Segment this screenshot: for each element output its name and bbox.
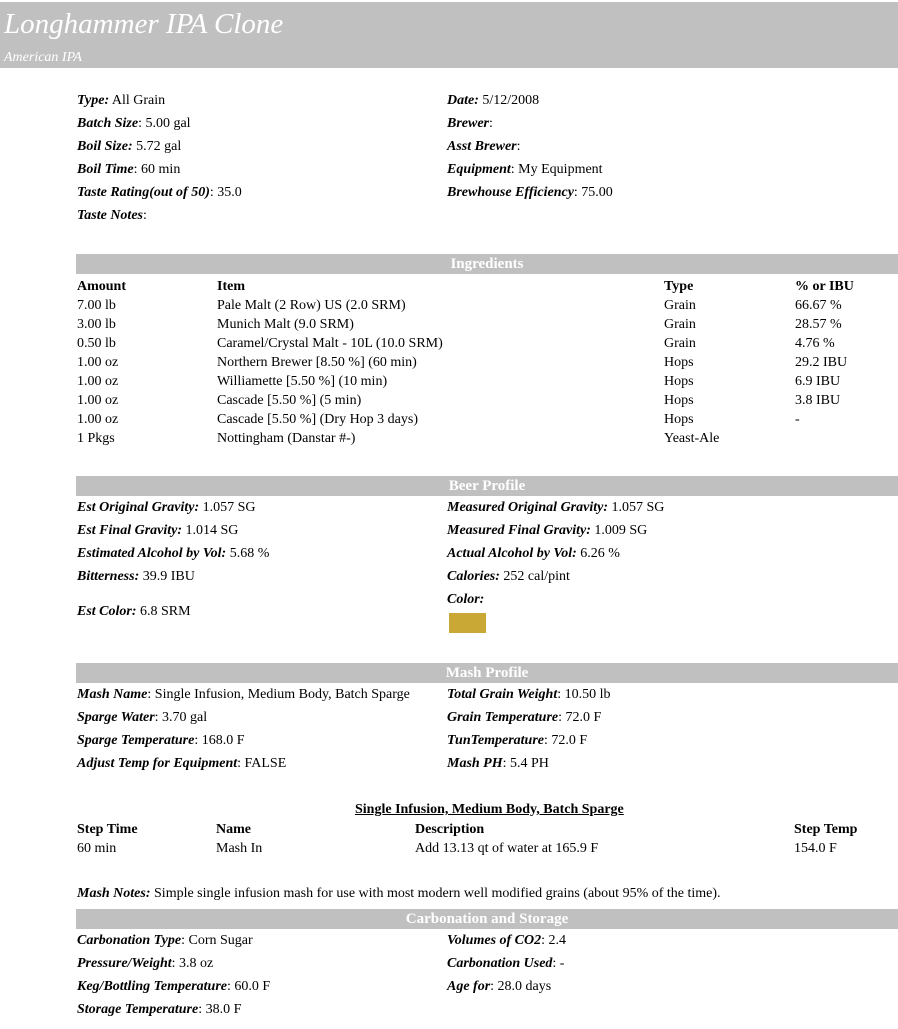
field-est-color: Est Color: 6.8 SRM	[77, 604, 191, 619]
column-header-step-temp: Step Temp	[794, 822, 858, 837]
field-carbonation-type: Carbonation Type: Corn Sugar	[77, 933, 253, 948]
field-est-fg: Est Final Gravity: 1.014 SG	[77, 523, 239, 538]
mash-profile-header: Mash Profile	[76, 663, 898, 683]
field-sparge-water: Sparge Water: 3.70 gal	[77, 710, 208, 725]
cell-step-name: Mash In	[216, 841, 263, 856]
recipe-style: American IPA	[4, 50, 82, 65]
field-tun-temperature: TunTemperature: 72.0 F	[447, 733, 588, 748]
field-est-og: Est Original Gravity: 1.057 SG	[77, 500, 256, 515]
field-taste-notes: Taste Notes:	[77, 208, 147, 223]
field-calories: Calories: 252 cal/pint	[447, 569, 570, 584]
cell-item: Cascade [5.50 %] (5 min)	[217, 393, 362, 408]
field-keg-bottling-temperature: Keg/Bottling Temperature: 60.0 F	[77, 979, 271, 994]
column-header-step-time: Step Time	[77, 822, 138, 837]
cell-type: Hops	[664, 355, 694, 370]
beer-profile-header: Beer Profile	[76, 476, 898, 496]
field-bitterness: Bitterness: 39.9 IBU	[77, 569, 195, 584]
field-mash-name: Mash Name: Single Infusion, Medium Body, Batch Sparge	[77, 687, 410, 702]
cell-amount: 1 Pkgs	[77, 431, 115, 446]
cell-amount: 1.00 oz	[77, 374, 119, 389]
cell-step-description: Add 13.13 qt of water at 165.9 F	[415, 841, 599, 856]
column-header-percent-ibu: % or IBU	[795, 279, 854, 294]
field-date: Date: 5/12/2008	[447, 93, 540, 108]
cell-type: Hops	[664, 393, 694, 408]
field-carbonation-used: Carbonation Used: -	[447, 956, 565, 971]
cell-type: Grain	[664, 336, 696, 351]
cell-item: Nottingham (Danstar #-)	[217, 431, 356, 446]
recipe-banner	[0, 2, 898, 68]
field-measured-fg: Measured Final Gravity: 1.009 SG	[447, 523, 648, 538]
field-boil-size: Boil Size: 5.72 gal	[77, 139, 182, 154]
cell-item: Northern Brewer [8.50 %] (60 min)	[217, 355, 417, 370]
cell-type: Grain	[664, 317, 696, 332]
cell-type: Hops	[664, 412, 694, 427]
cell-amount: 7.00 lb	[77, 298, 116, 313]
cell-amount: 1.00 oz	[77, 393, 119, 408]
column-header-description: Description	[415, 822, 485, 837]
column-header-item: Item	[217, 279, 245, 294]
field-mash-ph: Mash PH: 5.4 PH	[447, 756, 549, 771]
cell-percent-ibu: 6.9 IBU	[795, 374, 841, 389]
field-volumes-co2: Volumes of CO2: 2.4	[447, 933, 567, 948]
field-taste-rating: Taste Rating(out of 50): 35.0	[77, 185, 242, 200]
cell-percent-ibu: 3.8 IBU	[795, 393, 841, 408]
cell-item: Cascade [5.50 %] (Dry Hop 3 days)	[217, 412, 418, 427]
field-actual-abv: Actual Alcohol by Vol: 6.26 %	[447, 546, 620, 561]
cell-percent-ibu: 29.2 IBU	[795, 355, 848, 370]
cell-percent-ibu: -	[795, 412, 800, 427]
field-pressure-weight: Pressure/Weight: 3.8 oz	[77, 956, 214, 971]
field-color: Color:	[447, 592, 485, 607]
cell-item: Pale Malt (2 Row) US (2.0 SRM)	[217, 298, 406, 313]
cell-amount: 1.00 oz	[77, 355, 119, 370]
cell-type: Yeast-Ale	[664, 431, 720, 446]
cell-amount: 0.50 lb	[77, 336, 116, 351]
field-brewer: Brewer:	[447, 116, 493, 131]
field-storage-temperature: Storage Temperature: 38.0 F	[77, 1002, 242, 1017]
field-boil-time: Boil Time: 60 min	[77, 162, 181, 177]
column-header-type: Type	[664, 279, 694, 294]
field-brewhouse-efficiency: Brewhouse Efficiency: 75.00	[447, 185, 613, 200]
field-grain-temperature: Grain Temperature: 72.0 F	[447, 710, 602, 725]
cell-type: Grain	[664, 298, 696, 313]
ingredients-header: Ingredients	[76, 254, 898, 274]
cell-item: Munich Malt (9.0 SRM)	[217, 317, 354, 332]
cell-item: Caramel/Crystal Malt - 10L (10.0 SRM)	[217, 336, 443, 351]
field-equipment: Equipment: My Equipment	[447, 162, 603, 177]
field-measured-og: Measured Original Gravity: 1.057 SG	[447, 500, 665, 515]
cell-step-time: 60 min	[77, 841, 117, 856]
carbonation-header: Carbonation and Storage	[76, 909, 898, 929]
cell-step-temp: 154.0 F	[794, 841, 837, 856]
field-batch-size: Batch Size: 5.00 gal	[77, 116, 191, 131]
field-asst-brewer: Asst Brewer:	[447, 139, 521, 154]
field-type: Type: All Grain	[77, 93, 166, 108]
recipe-title: Longhammer IPA Clone	[4, 8, 284, 40]
cell-item: Williamette [5.50 %] (10 min)	[217, 374, 388, 389]
cell-percent-ibu: 28.57 %	[795, 317, 842, 332]
cell-amount: 3.00 lb	[77, 317, 116, 332]
column-header-amount: Amount	[77, 279, 127, 294]
color-swatch	[449, 613, 486, 633]
column-header-name: Name	[216, 822, 251, 837]
field-est-abv: Estimated Alcohol by Vol: 5.68 %	[77, 546, 270, 561]
field-age-for: Age for: 28.0 days	[447, 979, 552, 994]
field-total-grain-weight: Total Grain Weight: 10.50 lb	[447, 687, 611, 702]
mash-steps-title: Single Infusion, Medium Body, Batch Sparge	[355, 802, 624, 817]
cell-percent-ibu: 66.67 %	[795, 298, 842, 313]
field-sparge-temperature: Sparge Temperature: 168.0 F	[77, 733, 245, 748]
mash-notes: Mash Notes: Simple single infusion mash for use with most modern well modified grains (about 95% of the time).	[77, 886, 721, 901]
cell-amount: 1.00 oz	[77, 412, 119, 427]
cell-type: Hops	[664, 374, 694, 389]
cell-percent-ibu: 4.76 %	[795, 336, 835, 351]
field-adjust-temp: Adjust Temp for Equipment: FALSE	[77, 756, 287, 771]
